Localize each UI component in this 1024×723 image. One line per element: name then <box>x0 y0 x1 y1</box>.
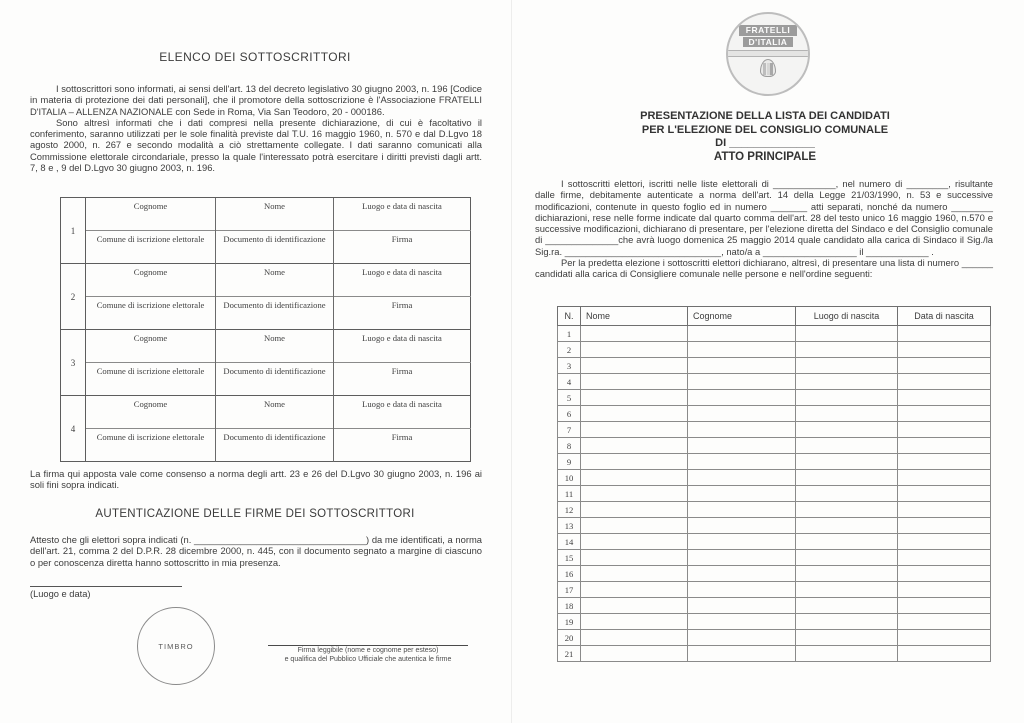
write-space-row <box>61 345 471 363</box>
candidate-cell <box>898 550 991 566</box>
candidate-row <box>558 406 991 422</box>
candidate-number: 8 <box>558 438 581 454</box>
privacy-paragraph-2: Sono altresì informati che i dati compresi nella presente dichiarazione, di cui è facoltativo il conferimento, saranno utilizzati per le sole finalità previste dal T.U. 16 maggio 1960, n. 570 e dal D.Lgvo 18 agosto 2000, n. 267 e secondo modalità a ciò strettamente collegate. I dati saranno comunicati alla Commissione elettorale circondariale, presso la quale l'interessato potrà esercitare i diritti previsti dagli artt. 7, 8 e , 9 del D.Lgvo 30 giugno 2003, n. 196. <box>30 116 482 174</box>
subscriber-label-row <box>61 231 471 247</box>
header-n: N. <box>558 307 581 326</box>
candidates-table-body <box>558 326 991 662</box>
candidate-row <box>558 550 991 566</box>
left-page-title: ELENCO DEI SOTTOSCRITTORI <box>159 50 351 64</box>
candidate-cell <box>898 518 991 534</box>
subscriber-label-row <box>61 429 471 445</box>
candidate-cell <box>898 486 991 502</box>
declaration-paragraphs <box>535 178 993 280</box>
write-space <box>86 312 216 330</box>
write-space <box>86 345 216 363</box>
write-space <box>334 411 471 429</box>
write-space <box>86 411 216 429</box>
header-cognome: Cognome <box>688 307 796 326</box>
candidate-cell <box>898 358 991 374</box>
candidate-cell <box>688 390 796 406</box>
write-space <box>334 444 471 462</box>
candidate-cell <box>898 326 991 342</box>
page-fold-divider <box>511 0 512 723</box>
write-space <box>216 378 334 396</box>
write-space <box>216 246 334 264</box>
candidate-number: 18 <box>558 598 581 614</box>
candidate-row <box>558 470 991 486</box>
candidate-cell <box>688 582 796 598</box>
candidate-cell <box>898 390 991 406</box>
candidate-cell <box>796 582 898 598</box>
candidate-cell <box>688 486 796 502</box>
candidates-header-row <box>558 307 991 326</box>
write-space <box>216 444 334 462</box>
place-date-line <box>30 586 182 587</box>
candidate-cell <box>688 406 796 422</box>
field-label: Cognome <box>86 396 216 412</box>
candidate-cell <box>796 438 898 454</box>
left-intro-paragraphs <box>30 83 482 173</box>
candidate-row <box>558 614 991 630</box>
candidate-cell <box>581 598 688 614</box>
candidate-cell <box>688 502 796 518</box>
candidate-cell <box>581 566 688 582</box>
field-label: Documento di identificazione <box>216 231 334 247</box>
authentication-body-wrap <box>30 534 482 568</box>
candidate-number: 4 <box>558 374 581 390</box>
candidate-cell <box>898 454 991 470</box>
candidate-cell <box>581 630 688 646</box>
candidate-cell <box>581 406 688 422</box>
candidate-cell <box>796 422 898 438</box>
candidate-cell <box>581 390 688 406</box>
candidate-cell <box>581 582 688 598</box>
field-label: Documento di identificazione <box>216 297 334 313</box>
candidate-cell <box>688 358 796 374</box>
candidate-number: 2 <box>558 342 581 358</box>
candidate-cell <box>688 326 796 342</box>
signature-caption-line2: e qualifica del Pubblico Ufficiale che autentica le firme <box>284 655 452 663</box>
candidate-cell <box>796 486 898 502</box>
write-space <box>86 279 216 297</box>
field-label: Firma <box>334 231 471 247</box>
candidate-cell <box>898 582 991 598</box>
candidate-row <box>558 390 991 406</box>
candidate-cell <box>898 470 991 486</box>
candidate-cell <box>796 614 898 630</box>
candidate-row <box>558 598 991 614</box>
write-space <box>334 213 471 231</box>
candidate-cell <box>898 646 991 662</box>
candidate-cell <box>581 422 688 438</box>
candidate-cell <box>898 502 991 518</box>
write-space <box>86 213 216 231</box>
header-luogo-di-nascita: Luogo di nascita <box>796 307 898 326</box>
candidate-cell <box>796 550 898 566</box>
write-space <box>216 345 334 363</box>
candidate-cell <box>581 486 688 502</box>
subscriber-number: 4 <box>61 396 86 462</box>
candidate-cell <box>898 438 991 454</box>
candidate-cell <box>796 566 898 582</box>
candidate-row <box>558 326 991 342</box>
candidate-cell <box>581 326 688 342</box>
write-space <box>216 213 334 231</box>
candidate-cell <box>898 422 991 438</box>
field-label: Documento di identificazione <box>216 429 334 445</box>
subscriber-label-row <box>61 396 471 412</box>
candidate-cell <box>581 646 688 662</box>
candidate-row <box>558 358 991 374</box>
candidate-number: 14 <box>558 534 581 550</box>
candidate-cell <box>688 566 796 582</box>
candidate-row <box>558 502 991 518</box>
candidate-cell <box>796 326 898 342</box>
consent-note: La firma qui apposta vale come consenso a norma degli artt. 23 e 26 del D.Lgvo 30 giugno 2003, n. 196 ai soli fini sopra indicati. <box>30 468 482 491</box>
candidate-cell <box>898 374 991 390</box>
candidate-number: 5 <box>558 390 581 406</box>
candidate-cell <box>581 534 688 550</box>
write-space <box>86 378 216 396</box>
candidate-cell <box>688 374 796 390</box>
candidate-cell <box>581 454 688 470</box>
field-label: Comune di iscrizione elettorale <box>86 363 216 379</box>
signature-line <box>268 645 468 646</box>
candidate-number: 16 <box>558 566 581 582</box>
candidate-cell <box>581 358 688 374</box>
candidate-cell <box>796 598 898 614</box>
subscriber-number: 1 <box>61 198 86 264</box>
candidate-cell <box>898 598 991 614</box>
candidate-cell <box>688 550 796 566</box>
write-space <box>216 411 334 429</box>
field-label: Firma <box>334 297 471 313</box>
candidate-cell <box>796 630 898 646</box>
field-label: Luogo e data di nascita <box>334 198 471 214</box>
atto-principale-subheading: ATTO PRINCIPALE <box>713 151 817 163</box>
candidate-row <box>558 630 991 646</box>
candidate-cell <box>796 502 898 518</box>
candidate-row <box>558 582 991 598</box>
field-label: Nome <box>216 198 334 214</box>
header-nome: Nome <box>581 307 688 326</box>
candidate-number: 11 <box>558 486 581 502</box>
field-label: Comune di iscrizione elettorale <box>86 231 216 247</box>
place-date-label: (Luogo e data) <box>30 589 91 599</box>
candidate-number: 21 <box>558 646 581 662</box>
subscriber-label-row <box>61 264 471 280</box>
candidate-cell <box>796 390 898 406</box>
candidate-cell <box>581 438 688 454</box>
candidate-cell <box>581 550 688 566</box>
subscriber-label-row <box>61 330 471 346</box>
subscriber-label-row <box>61 297 471 313</box>
candidate-cell <box>796 406 898 422</box>
subscriber-label-row <box>61 363 471 379</box>
heading-line2: PER L'ELEZIONE DEL CONSIGLIO COMUNALE <box>641 123 889 136</box>
write-space-row <box>61 213 471 231</box>
write-space <box>86 246 216 264</box>
write-space-row <box>61 279 471 297</box>
candidate-cell <box>581 518 688 534</box>
candidate-cell <box>688 342 796 358</box>
candidate-cell <box>688 454 796 470</box>
candidate-cell <box>898 406 991 422</box>
subscriber-number: 3 <box>61 330 86 396</box>
candidate-cell <box>898 342 991 358</box>
candidate-number: 20 <box>558 630 581 646</box>
subscriber-table-body <box>61 198 471 462</box>
candidate-row <box>558 454 991 470</box>
candidate-cell <box>898 534 991 550</box>
candidate-cell <box>688 630 796 646</box>
field-label: Cognome <box>86 264 216 280</box>
field-label: Cognome <box>86 330 216 346</box>
candidate-row <box>558 646 991 662</box>
subscriber-table <box>60 197 471 462</box>
flame-icon <box>760 59 776 77</box>
field-label: Nome <box>216 330 334 346</box>
candidate-number: 17 <box>558 582 581 598</box>
candidate-number: 13 <box>558 518 581 534</box>
official-signature-block <box>268 645 468 664</box>
write-space <box>334 312 471 330</box>
candidate-cell <box>796 518 898 534</box>
write-space-row <box>61 378 471 396</box>
header-data-di-nascita: Data di nascita <box>898 307 991 326</box>
candidate-cell <box>581 342 688 358</box>
declaration-paragraph-1: I sottoscritti elettori, iscritti nelle liste elettorali di ____________, nel numero di ________, risultante dalle firme, debitamente autenticate a norma dell'art. 14 della Legge 21/03/1990, n. 53 e successive modificazioni, contenute in questo foglio ed in numero _______ atti separati, nonché da numero ________ dichiarazioni, rese nelle forme indicate dal quarto comma dell'art. 28 del testo unico 16 maggio 1960, n.570 e successive modificazioni, dichiarano di presentare, per l'elezione diretta del Sindaco e del Consiglio comunale di ______________che avrà luogo domenica 25 maggio 2014 quale candidato alla carica di Sindaco il Sig./la Sig.ra. ______________________________, nato/a a __________________ il ____________ . <box>535 178 993 257</box>
candidate-cell <box>796 358 898 374</box>
candidate-row <box>558 518 991 534</box>
candidate-cell <box>688 438 796 454</box>
write-space <box>216 279 334 297</box>
candidate-cell <box>796 646 898 662</box>
candidate-cell <box>581 470 688 486</box>
signature-caption-line1: Firma leggibile (nome e cognome per esteso) <box>297 647 439 654</box>
candidate-cell <box>898 630 991 646</box>
field-label: Luogo e data di nascita <box>334 264 471 280</box>
candidates-table <box>557 306 991 662</box>
field-label: Documento di identificazione <box>216 363 334 379</box>
candidate-cell <box>796 470 898 486</box>
authentication-title: AUTENTICAZIONE DELLE FIRME DEI SOTTOSCRITTORI <box>95 508 415 520</box>
stamp-circle <box>137 607 215 685</box>
field-label: Comune di iscrizione elettorale <box>86 429 216 445</box>
logo-text-line2: D'ITALIA <box>743 37 793 48</box>
heading-line1: PRESENTAZIONE DELLA LISTA DEI CANDIDATI <box>640 110 890 122</box>
stamp-label: TIMBRO <box>158 641 194 651</box>
candidate-row <box>558 534 991 550</box>
logo-banner <box>728 50 808 57</box>
candidate-cell <box>796 534 898 550</box>
heading-line3-di-blank: DI ______________ <box>715 137 815 149</box>
candidate-row <box>558 422 991 438</box>
candidate-cell <box>688 518 796 534</box>
candidate-number: 7 <box>558 422 581 438</box>
field-label: Firma <box>334 363 471 379</box>
field-label: Comune di iscrizione elettorale <box>86 297 216 313</box>
candidate-number: 12 <box>558 502 581 518</box>
candidate-row <box>558 374 991 390</box>
candidate-cell <box>688 646 796 662</box>
field-label: Luogo e data di nascita <box>334 396 471 412</box>
candidate-row <box>558 438 991 454</box>
logo-text-line1: FRATELLI <box>739 25 797 36</box>
write-space-row <box>61 411 471 429</box>
candidate-cell <box>688 422 796 438</box>
candidate-number: 6 <box>558 406 581 422</box>
candidate-cell <box>581 502 688 518</box>
write-space-row <box>61 246 471 264</box>
write-space <box>334 246 471 264</box>
candidate-number: 3 <box>558 358 581 374</box>
subscriber-number: 2 <box>61 264 86 330</box>
field-label: Cognome <box>86 198 216 214</box>
authentication-body: Attesto che gli elettori sopra indicati (n. _________________________________) da me identificati, a norma dell'art. 21, comma 2 del D.P.R. 28 dicembre 2000, n. 445, con il documento segnato a margine di ciascuno o per conoscenza diretta hanno sottoscritto in mia presenza. <box>30 534 482 568</box>
field-label: Firma <box>334 429 471 445</box>
right-page-heading <box>535 110 995 151</box>
write-space-row <box>61 312 471 330</box>
subscriber-label-row <box>61 198 471 214</box>
candidate-number: 9 <box>558 454 581 470</box>
candidate-cell <box>581 614 688 630</box>
field-label: Nome <box>216 264 334 280</box>
candidate-cell <box>796 374 898 390</box>
candidate-number: 15 <box>558 550 581 566</box>
candidate-cell <box>688 470 796 486</box>
privacy-paragraph-1: I sottoscrittori sono informati, ai sensi dell'art. 13 del decreto legislativo 30 giugno 2003, n. 196 [Codice in materia di protezione dei dati personali], che il promotore della sottoscrizione è l'Associazione FRATELLI D'ITALIA – ALLENZA NAZIONALE con Sede in Roma, Via San Teodoro, 20 - 000186. <box>30 83 482 117</box>
candidate-cell <box>898 614 991 630</box>
candidate-cell <box>581 374 688 390</box>
candidate-cell <box>796 454 898 470</box>
field-label: Nome <box>216 396 334 412</box>
candidate-row <box>558 342 991 358</box>
write-space <box>216 312 334 330</box>
candidate-cell <box>688 614 796 630</box>
fratelli-ditalia-logo <box>726 12 810 96</box>
write-space-row <box>61 444 471 462</box>
write-space <box>334 345 471 363</box>
field-label: Luogo e data di nascita <box>334 330 471 346</box>
write-space <box>334 378 471 396</box>
consent-note-wrap <box>30 468 482 491</box>
candidate-number: 10 <box>558 470 581 486</box>
write-space <box>334 279 471 297</box>
candidate-row <box>558 566 991 582</box>
candidate-cell <box>688 534 796 550</box>
write-space <box>86 444 216 462</box>
candidate-number: 1 <box>558 326 581 342</box>
declaration-paragraph-2: Per la predetta elezione i sottoscritti elettori dichiarano, altresì, di presentare una lista di numero ______ candidati alla carica di Consigliere comunale nelle persone e nell'ordine seguenti: <box>535 257 993 280</box>
candidate-cell <box>688 598 796 614</box>
candidate-cell <box>898 566 991 582</box>
candidate-cell <box>796 342 898 358</box>
candidate-row <box>558 486 991 502</box>
candidate-number: 19 <box>558 614 581 630</box>
